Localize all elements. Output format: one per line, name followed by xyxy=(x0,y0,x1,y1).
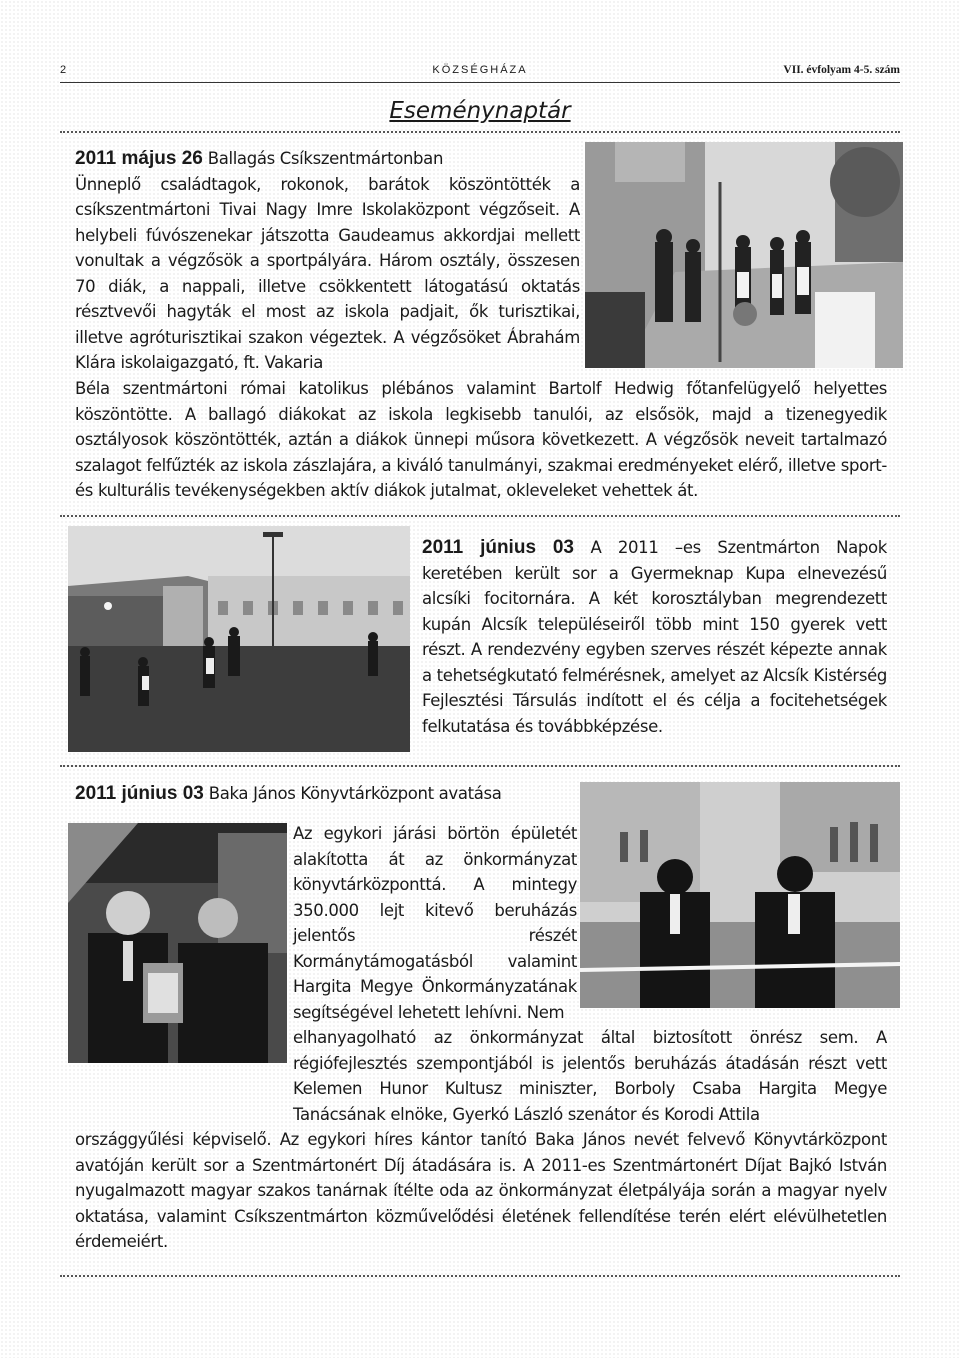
event1-date: 2011 május 26 xyxy=(75,148,203,169)
page-number: 2 xyxy=(60,64,67,76)
event2-body: A 2011 –es Szentmárton Napok keretében került sor a Gyermeknap Kupa elnevezésű alcsíki focitornára. A két korosztályban megrendezett kupán Alcsík településeiről több mint 150 gyerek vett részt. A rendezvény egyben szerves részét képezte annak a tehetségkutató felmérésnek, amelyet az Alcsík Kistérség Fejlesztési Társulás indított el és célja a focitehetségek felkutatása és továbbképzése. xyxy=(422,538,887,736)
issue-label: VII. évfolyam 4-5. szám xyxy=(783,64,900,76)
award-photo xyxy=(68,823,287,1063)
graduation-photo xyxy=(585,142,903,368)
dotted-divider xyxy=(60,1275,900,1277)
event3-text-full: országgyűlési képviselő. Az egykori híres kántor tanító Baka János nevét felvevő Könyvtárközpont avatóján került sor a Szentmártonért Díj átadására is. A 2011-es Szentmártonért Díjat Bajkó István nyugalmazott magyar szakos tanárnak ítélte oda az önkormányzat életpályája során a magyar nyelv oktatása, valamint Csíkszentmárton közművelődési életének fellendítése terén elért elévülhetetlen érdemeiért. xyxy=(75,1130,887,1251)
dotted-divider xyxy=(60,515,900,517)
event1-text-full: Béla szentmártoni római katolikus plébános valamint Bartolf Hedwig főtanfelügyelő helyettes köszöntötte. A ballagó diákokat az iskola legkisebb tanulói, az elsősök, majd a tizenegyedik osztályosok köszöntötték, aztán a diákok ünnepi műsora következett. A végzősök neveit tartalmazó szalagot felfűzték az iskola zászlajára, a kiváló tanulmányi, szakmai eredményeket elérő, illetve sport- és kulturális tevékenységekben aktív diákok jutalmat, okleveleket vehettek át. xyxy=(75,379,887,500)
section-title: Eseménynaptár xyxy=(389,98,571,124)
event3-title: Baka János Könyvtárközpont avatása xyxy=(208,784,502,803)
dotted-divider xyxy=(60,765,900,767)
page-header xyxy=(60,62,900,82)
event2-text xyxy=(422,535,887,739)
event3-date: 2011 június 03 xyxy=(75,783,204,804)
dotted-divider xyxy=(60,131,900,133)
event1-text-beside xyxy=(75,146,580,376)
event1-title: Ballagás Csíkszentmártonban xyxy=(207,149,444,168)
event3-text-beside: Az egykori járási börtön épületét alakította át az önkormányzat könyvtárközponttá. A mintegy 350.000 lejt kitevő beruházás jelentős részét Kormánytámogatásból valamint Hargita Megye Önkormányzatának segítségével lehetett lehívni. Nem xyxy=(293,824,577,1022)
event3-text-mid: elhanyagolható az önkormányzat által biztosított önrész sem. A régiófejlesztés szempontjából is jelentős beruházás átadásán részt vett Kelemen Hunor Kultusz miniszter, Borboly Csaba Hargita Megye Tanácsának elnöke, Gyerkó László szenátor és Korodi Attila xyxy=(293,1028,887,1124)
event3-heading xyxy=(75,781,575,807)
football-photo xyxy=(68,526,410,752)
event1-body-beside: Ünneplő családtagok, rokonok, barátok köszöntötték a csíkszentmártoni Tivai Nagy Imre Iskolaközpont végzőseit. A helybeli fúvószenekar játszotta Gaudeamus akkordjai mellett vonultak a végzősök a sportpályára. Három osztály, összesen 70 diák, a nappali, illetve csökkentett látogatású oktatás résztvevői hagyták el most az iskola padjait, ők turisztikai, illetve agróturisztikai szakon végeztek. A végzősöket Ábrahám Klára iskolaigazgató, ft. Vakaria xyxy=(75,174,580,372)
publication-name: KÖZSÉGHÁZA xyxy=(432,64,528,76)
event2-date: 2011 június 03 xyxy=(422,537,574,558)
ribbon-cutting-photo xyxy=(580,782,900,1008)
header-rule xyxy=(60,82,900,83)
